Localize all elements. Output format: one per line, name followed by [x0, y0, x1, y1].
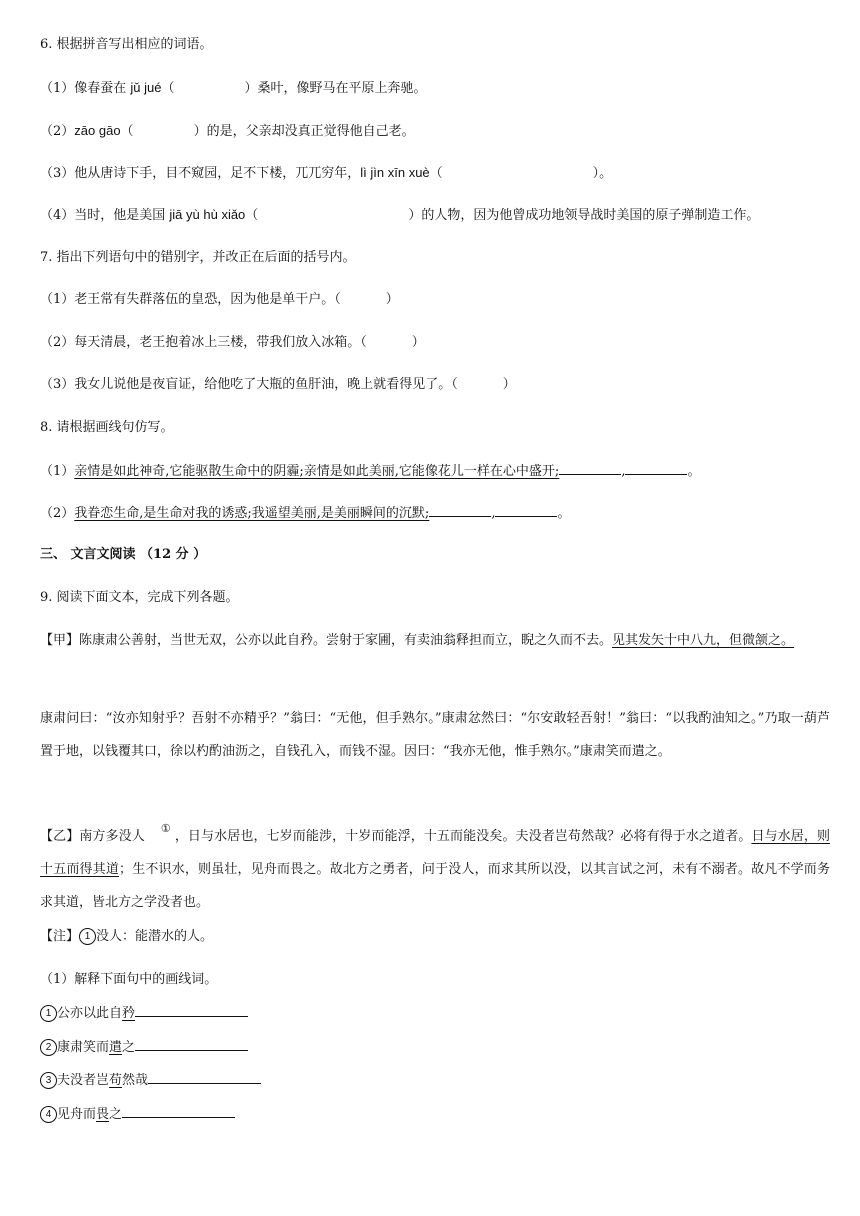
q6-item-3-close: ）。 — [592, 166, 613, 181]
word-item-2-word: 遣 — [109, 1040, 123, 1055]
word-item-2-pre: 康肃笑而 — [57, 1040, 110, 1055]
passage-jia-label: 【甲】 — [40, 633, 80, 648]
q8-title: 8. 请根据画线句仿写。 — [40, 420, 174, 435]
word-item-3-blank[interactable] — [148, 1070, 261, 1084]
q8-item-2 — [40, 503, 830, 523]
q6-item-1 — [40, 78, 830, 98]
q6-item-2-close: ） — [193, 124, 207, 139]
q6-item-2-open: （ — [120, 124, 134, 139]
q7-title: 7. 指出下列语句中的错别字，并改正在后面的括号内。 — [40, 250, 356, 265]
q8-item-1-end: 。 — [687, 464, 701, 479]
word-item-1 — [40, 1003, 830, 1023]
passage-jia-underlined: 见其发矢十中八九，但微颔之。 — [612, 633, 795, 648]
passage-yi — [40, 812, 830, 919]
q7-item-2-close: ） — [411, 335, 425, 350]
q6-item-1-post: 桑叶，像野马在平原上奔驰。 — [257, 81, 427, 96]
q6-item-4-pinyin: jiā yù hù xiǎo — [169, 207, 246, 222]
q6-item-3-open: （ — [429, 166, 443, 181]
word-item-1-word: 矜 — [122, 1006, 136, 1021]
q6-title: 6. 根据拼音写出相应的词语。 — [40, 37, 213, 52]
q6-item-3-pre: （3）他从唐诗下手，目不窥园，足不下楼，兀兀穷年， — [40, 166, 361, 181]
word-item-3-mark: 3 — [40, 1072, 57, 1089]
q6-item-1-pre: （1）像春蚕在 — [40, 81, 131, 96]
passage-yi-underlined: 日与水居，则十五而得其道 — [40, 829, 830, 877]
q8-item-2-blank-a[interactable] — [429, 503, 491, 517]
passage-jia-1 — [40, 624, 830, 657]
q6-item-1-open: （ — [161, 81, 175, 96]
word-item-1-pre: 公亦以此自 — [57, 1006, 123, 1021]
q6-item-4-open: （ — [245, 208, 259, 223]
q6-item-3 — [40, 163, 830, 183]
q6-item-4-pre: （4）当时，他是美国 — [40, 208, 170, 223]
q7-item-1 — [40, 290, 830, 310]
word-item-4-blank[interactable] — [122, 1104, 235, 1118]
note-line — [40, 927, 830, 947]
word-item-3-post: 然哉 — [122, 1073, 149, 1088]
q9-sub1-title: （1）解释下面句中的画线词。 — [40, 972, 218, 987]
q7-item-3-text: （3）我女儿说他是夜盲证，给他吃了大瓶的鱼肝油，晚上就看得见了。（ — [40, 377, 458, 392]
footnote-marker: ① — [160, 822, 171, 835]
q8-item-2-blank-b[interactable] — [495, 503, 557, 517]
word-item-2-blank[interactable] — [135, 1037, 248, 1051]
note-mark: 1 — [79, 928, 96, 945]
passage-yi-text-b: ，日与水居也，七岁而能涉，十岁而能浮，十五而能没矣。夫没者岂苟然哉？必将有得于水之道者。 — [174, 829, 752, 844]
word-item-4-post: 之 — [109, 1107, 123, 1122]
passage-yi-label: 【乙】 — [40, 829, 80, 844]
word-item-2-post: 之 — [122, 1040, 136, 1055]
word-item-3-word: 苟 — [109, 1073, 123, 1088]
word-item-4-word: 畏 — [96, 1107, 110, 1122]
q6-item-2 — [40, 121, 830, 141]
q7-item-1-text: （1）老王常有失群落伍的皇恐，因为他是单干户。（ — [40, 292, 341, 307]
q7-item-3-close: ） — [502, 377, 516, 392]
q8-item-1-pre: （1） — [40, 464, 75, 479]
q8-item-2-comma: , — [491, 506, 496, 521]
q6-item-3-pinyin: lì jìn xīn xuè — [360, 165, 430, 180]
word-item-3-pre: 夫没者岂 — [57, 1073, 110, 1088]
q6-item-1-close: ） — [244, 81, 258, 96]
q7-item-2-text: （2）每天清晨，老王抱着冰上三楼，带我们放入冰箱。（ — [40, 335, 367, 350]
word-item-1-blank[interactable] — [135, 1003, 248, 1017]
q8-item-2-underlined: 我眷恋生命,是生命对我的诱惑;我遥望美丽,是美丽瞬间的沉默; — [74, 506, 430, 521]
q6-item-2-pre: （2） — [40, 124, 75, 139]
q8-item-2-pre: （2） — [40, 506, 75, 521]
word-item-2-mark: 2 — [40, 1039, 57, 1056]
word-item-4 — [40, 1104, 830, 1124]
note-label: 【注】 — [40, 929, 80, 944]
q8-item-1 — [40, 461, 830, 481]
word-item-4-mark: 4 — [40, 1106, 57, 1123]
q7-item-1-close: ） — [385, 292, 399, 307]
passage-yi-text-c: ；生不识水，则虽壮，见舟而畏之。故北方之勇者，问于没人，而求其所以没，以其言试之河，未有不溺者。故凡不学而务求其道，皆北方之学没者也。 — [40, 862, 830, 910]
q7-item-3 — [40, 375, 830, 395]
q6-item-2-post: 的是，父亲却没真正觉得他自己老。 — [206, 124, 415, 139]
passage-jia-text: 陈康肃公善射，当世无双，公亦以此自矜。尝射于家圃，有卖油翁释担而立，睨之久而不去。 — [79, 633, 613, 648]
passage-yi-text-a: 南方多没人 — [79, 829, 145, 844]
q6-item-4-close: ） — [408, 208, 422, 223]
passage-jia-2: 康肃问曰：“汝亦知射乎？吾射不亦精乎？”翁曰：“无他，但手熟尔。”康肃忿然曰：“尔安敢轻吾射！”翁曰：“以我酌油知之。”乃取一葫芦置于地，以钱覆其口，徐以杓酌油沥之，自钱孔入，而钱不湿。因曰：“我亦无他，惟手熟尔。”康肃笑而遣之。 — [40, 711, 830, 759]
q8-item-1-underlined: 亲情是如此神奇,它能驱散生命中的阴霾;亲情是如此美丽,它能像花儿一样在心中盛开; — [74, 464, 560, 479]
note-text: 没人：能潜水的人。 — [96, 929, 214, 944]
q8-item-1-blank-b[interactable] — [625, 461, 687, 475]
q9-title: 9. 阅读下面文本，完成下列各题。 — [40, 590, 239, 605]
word-item-3 — [40, 1070, 830, 1090]
q6-item-4-post: 的人物，因为他曾成功地领导战时美国的原子弹制造工作。 — [421, 208, 760, 223]
q6-item-1-pinyin: jǔ jué — [130, 80, 162, 95]
section-3-heading: 三、 文言文阅读 （12 分 ） — [40, 547, 207, 562]
word-item-1-mark: 1 — [40, 1005, 57, 1022]
q8-item-2-end: 。 — [557, 506, 571, 521]
word-item-4-pre: 见舟而 — [57, 1107, 97, 1122]
q8-item-1-comma: , — [621, 464, 626, 479]
word-item-2 — [40, 1037, 830, 1057]
q8-item-1-blank-a[interactable] — [559, 461, 621, 475]
q6-item-4 — [40, 205, 830, 225]
q6-item-2-pinyin: zāo gāo — [74, 123, 121, 138]
q7-item-2 — [40, 333, 830, 353]
